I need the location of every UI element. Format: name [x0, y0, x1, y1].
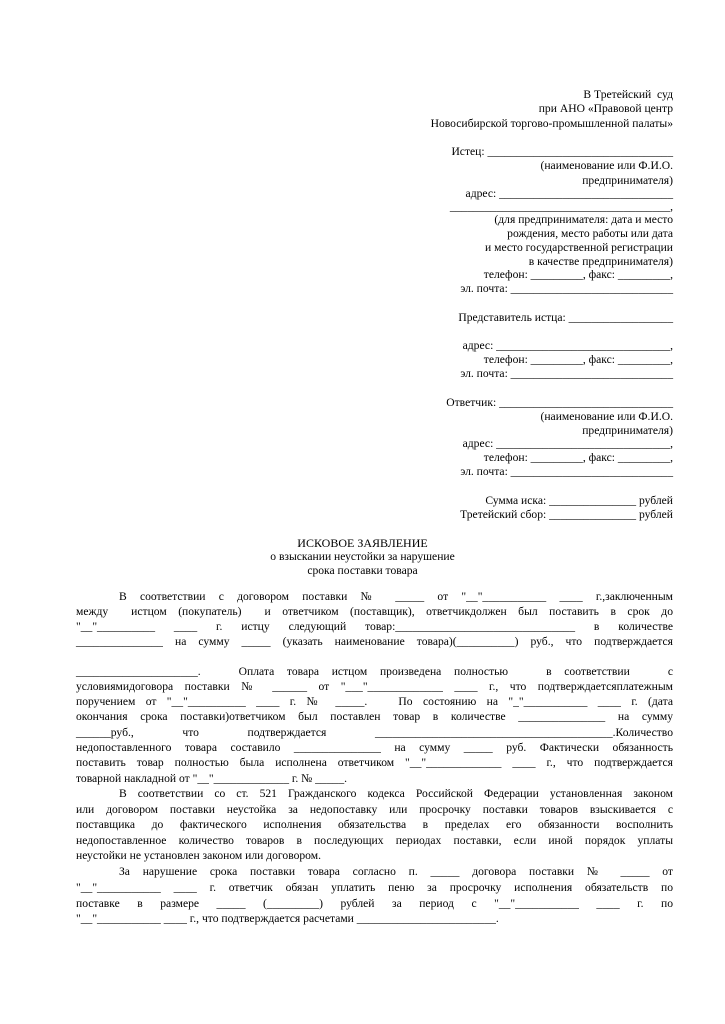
defendant-line: Ответчик: ______________________________ — [446, 396, 673, 409]
entrepreneur-hint-a: (для предпринимателя: дата и место — [494, 213, 673, 226]
paragraph-2-line: недопоставленное количество товаров в последующих периодах поставки, если иной порядок уплаты — [76, 834, 673, 847]
representative-address: адрес: ______________________________, — [462, 339, 673, 352]
arbitration-fee: Третейский сбор: _______________ рублей — [460, 508, 673, 521]
paragraph-1-line: недопоставленного товара составило _______________ на сумму _____ руб. Фактически обязанность — [76, 741, 673, 754]
paragraph-1-line: _______________ на сумму _____ (указать наименование товара)(__________) руб., что подтверждается — [76, 635, 673, 648]
paragraph-1-line: "__"__________ ____ г. истцу следующий товар:_______________________________ в количестве — [76, 620, 673, 633]
court-line-3: Новосибирской торгово-промышленной палаты» — [430, 117, 673, 130]
plaintiff-phone: телефон: _________, факс: _________, — [483, 268, 673, 281]
paragraph-2-line: поставщика до фактического исполнения обязательства в пределах его обязанности восполнить — [76, 818, 673, 831]
representative-email: эл. почта: ____________________________ — [460, 367, 673, 380]
paragraph-2-line: или договором поставки неустойка за недопоставку или просрочку поставки товаров взыскивается с — [76, 803, 673, 816]
plaintiff-hint-2: предпринимателя) — [582, 174, 673, 187]
paragraph-3-line: "__"___________ ____ г., что подтверждается расчетами ________________________. — [76, 912, 499, 925]
document-subtitle-2: срока поставки товара — [307, 564, 418, 577]
paragraph-1-line: поручением от "__"__________ ____ г. № _____. По состоянию на "_"___________ ____ г. (дата — [76, 695, 673, 708]
paragraph-2-line: В соответствии со ст. 521 Гражданского кодекса Российской Федерации установленная законом — [119, 787, 673, 800]
plaintiff-email: эл. почта: ____________________________ — [460, 282, 673, 295]
court-line-2: при АНО «Правовой центр — [538, 102, 673, 115]
plaintiff-hint-1: (наименование или Ф.И.О. — [540, 159, 673, 172]
paragraph-1-line: ______руб., что подтверждается _________________________________________.Количество — [76, 726, 673, 739]
plaintiff-line: Истец: ________________________________ — [451, 145, 673, 158]
entrepreneur-hint-d: в качестве предпринимателя) — [528, 255, 673, 268]
document-subtitle-1: о взыскании неустойки за нарушение — [270, 550, 455, 563]
court-line-1: В Третейский суд — [583, 88, 673, 101]
plaintiff-address: адрес: ______________________________ — [465, 187, 673, 200]
entrepreneur-hint-b: рождения, место работы или дата — [507, 227, 673, 240]
representative-line: Представитель истца: __________________ — [458, 311, 673, 324]
paragraph-3-line: За нарушение срока поставки товара согласно п. _____ договора поставки № _____ от — [119, 865, 673, 878]
paragraph-1-line: В соответствии с договором поставки № _____ от "__"___________ ____ г.,заключенным — [119, 590, 673, 603]
defendant-hint-2: предпринимателя) — [582, 424, 673, 437]
defendant-hint-1: (наименование или Ф.И.О. — [540, 410, 673, 423]
claim-sum: Сумма иска: _______________ рублей — [485, 494, 673, 507]
defendant-phone: телефон: _________, факс: _________, — [483, 451, 673, 464]
document-title: ИСКОВОЕ ЗАЯВЛЕНИЕ — [297, 536, 428, 550]
entrepreneur-hint-c: и место государственной регистрации — [485, 241, 673, 254]
paragraph-2-line: неустойки не установлен законом или договором. — [76, 849, 321, 862]
plaintiff-address-cont: ______________________________________, — [449, 200, 673, 213]
paragraph-1-line: между истцом (покупатель) и ответчиком (поставщик), ответчикдолжен был поставить в срок до — [76, 605, 673, 618]
defendant-address: адрес: ______________________________, — [462, 437, 673, 450]
paragraph-1-line: поставить товар полностью была исполнена ответчиком "__"_____________ ____ г., что подтверждается — [76, 756, 673, 769]
representative-phone: телефон: _________, факс: _________, — [483, 353, 673, 366]
paragraph-1-line: товарной накладной от "__"_____________ г. № _____. — [76, 772, 348, 785]
paragraph-3-line: поставке в размере _____ (_________) рублей за период с "__"___________ ____ г. по — [76, 897, 673, 910]
paragraph-1-line: _____________________. Оплата товара истцом произведена полностью в соответствии с — [76, 665, 673, 678]
paragraph-1-line: условиямидоговора поставки № ______ от "___"_____________ ____ г., что подтверждаетсяплатежным — [76, 680, 673, 693]
paragraph-1-line: окончания срока поставки)ответчиком был поставлен товар в количестве _______________ на сумму — [76, 710, 673, 723]
defendant-email: эл. почта: ____________________________ — [460, 465, 673, 478]
paragraph-3-line: "__"___________ ____ г. ответчик обязан уплатить пеню за просрочку исполнения обязательств по — [76, 881, 673, 894]
